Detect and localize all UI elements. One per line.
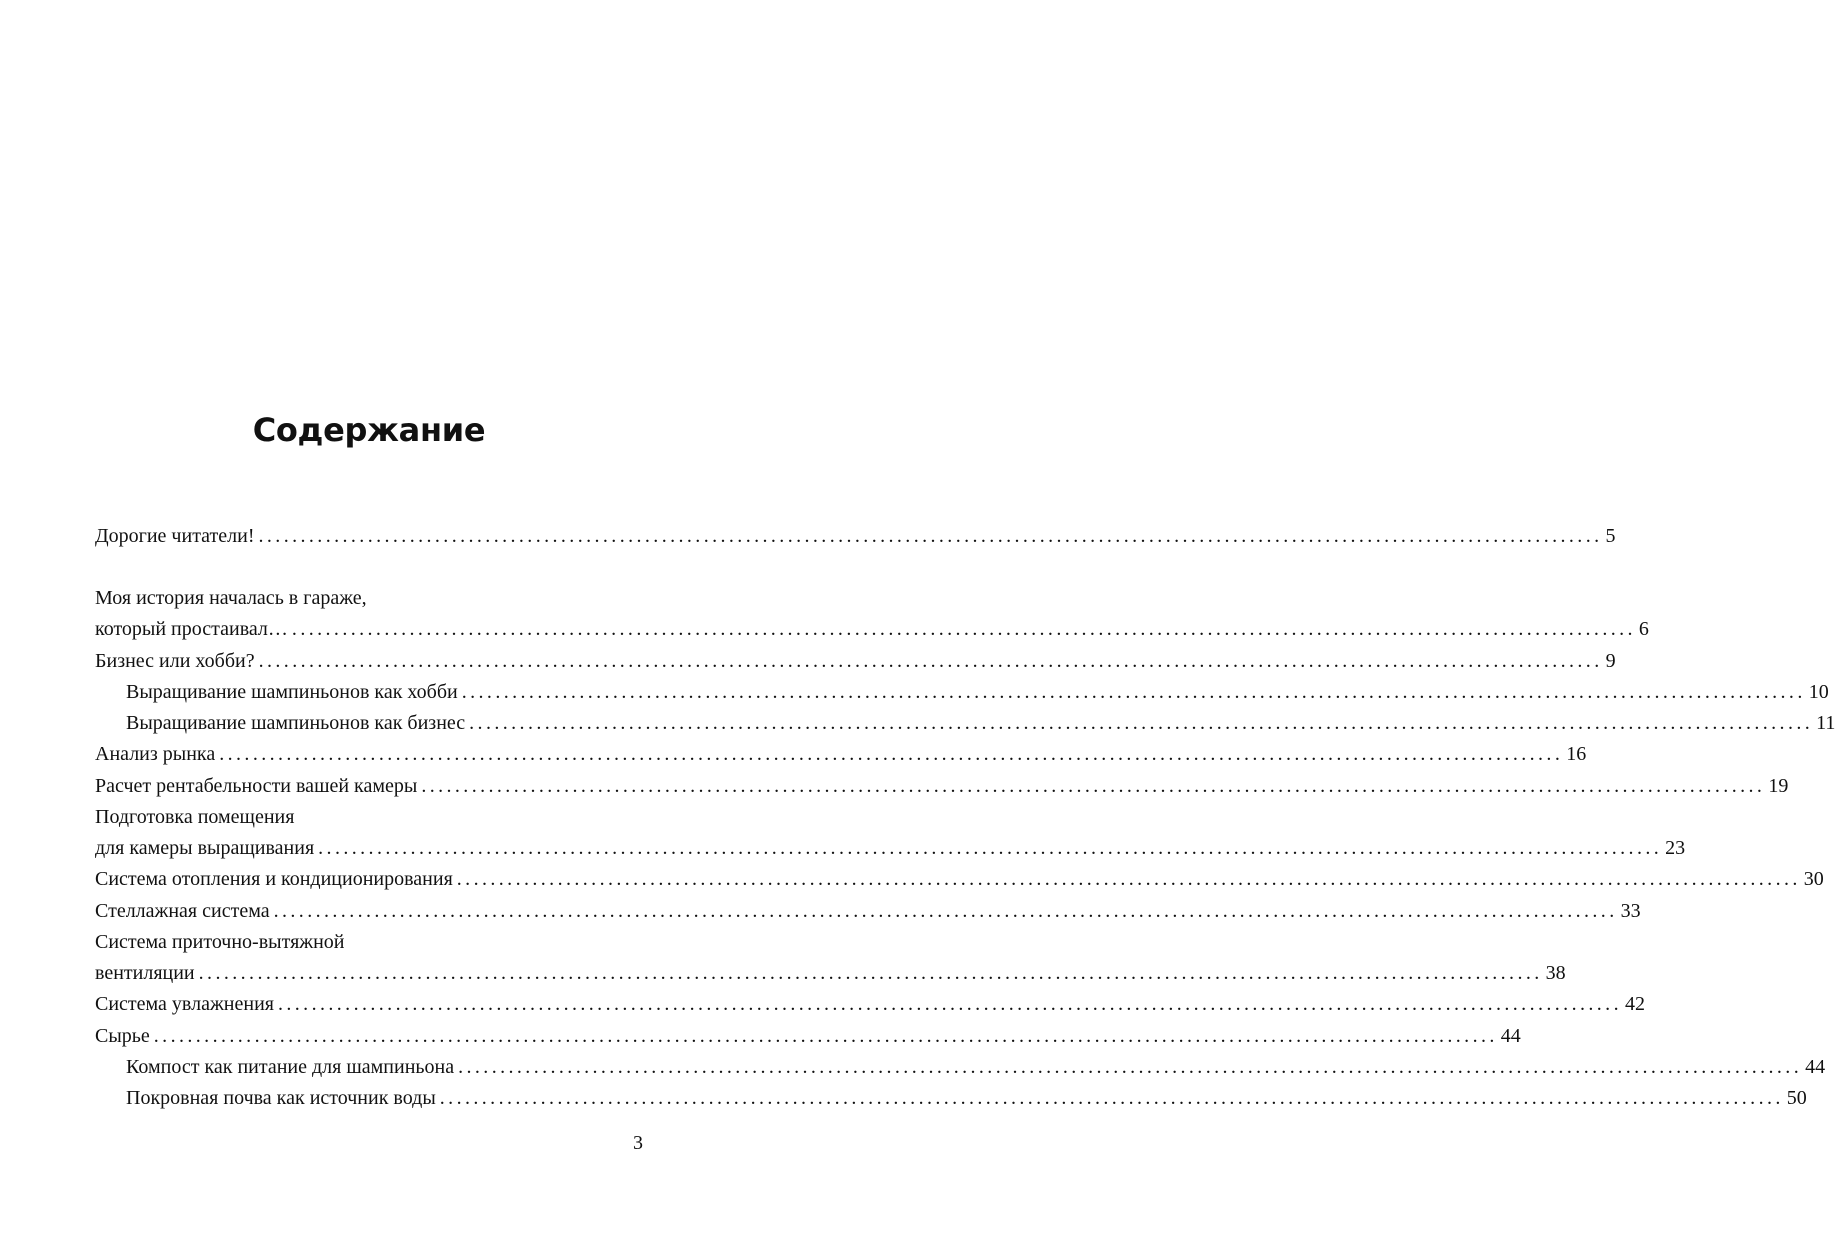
toc-leader-dots: ................................................................................................................................................................	[198, 962, 1543, 984]
toc-entry-page: 30	[1803, 868, 1824, 890]
toc-entry-page: 44	[1500, 1025, 1521, 1047]
toc-leader-dots: ................................................................................................................................................................	[469, 712, 1814, 734]
toc-entry-casing-soil[interactable]	[126, 1083, 1807, 1113]
toc-entry-room-prep-line1[interactable]	[95, 802, 643, 832]
toc-leader-dots: ................................................................................................................................................................	[273, 900, 1618, 922]
toc-entry-title: который простаивал…	[95, 618, 288, 640]
toc-entry-market-analysis[interactable]	[95, 739, 1587, 769]
toc-entry-title: Анализ рынка	[95, 743, 216, 765]
page-number: 3	[633, 1132, 643, 1154]
toc-entry-title: Компост как питание для шампиньона	[126, 1056, 455, 1078]
toc-leader-dots: ................................................................................................................................................................	[291, 618, 1636, 640]
page-title: Содержание	[252, 411, 486, 449]
toc-entry-title: Подготовка помещения	[95, 806, 295, 828]
toc-entry-title: Бизнес или хобби?	[95, 650, 255, 672]
toc-leader-dots: ................................................................................................................................................................	[421, 775, 1766, 797]
toc-entry-title: Стеллажная система	[95, 900, 270, 922]
toc-entry-profitability[interactable]	[95, 771, 1789, 801]
toc-entry-title: Покровная почва как источник воды	[126, 1087, 436, 1109]
toc-leader-dots: ................................................................................................................................................................	[439, 1087, 1784, 1109]
toc-entry-dear-readers[interactable]	[95, 521, 1616, 551]
toc-entry-page: 23	[1665, 837, 1686, 859]
toc-entry-my-story-line1[interactable]	[95, 583, 643, 613]
toc-entry-title: Выращивание шампиньонов как хобби	[126, 681, 458, 703]
toc-leader-dots: ................................................................................................................................................................	[258, 525, 1603, 547]
toc-leader-dots: ................................................................................................................................................................	[277, 993, 1622, 1015]
toc-entry-growing-business[interactable]	[126, 708, 1835, 738]
toc-leader-dots: ................................................................................................................................................................	[258, 650, 1603, 672]
toc-entry-page: 9	[1605, 650, 1616, 672]
toc-entry-room-prep-line2[interactable]	[95, 833, 1686, 863]
toc-entry-page: 10	[1808, 681, 1829, 703]
toc-entry-title: Система увлажнения	[95, 993, 274, 1015]
toc-entry-title: для камеры выращивания	[95, 837, 315, 859]
toc-entry-page: 44	[1805, 1056, 1826, 1078]
toc-entry-title: Сырье	[95, 1025, 150, 1047]
toc-entry-page: 50	[1786, 1087, 1807, 1109]
toc-entry-title: Система приточно-вытяжной	[95, 931, 345, 953]
toc-entry-title: Расчет рентабельности вашей камеры	[95, 775, 418, 797]
toc-entry-page: 11	[1816, 712, 1835, 734]
toc-leader-dots: ................................................................................................................................................................	[219, 743, 1564, 765]
toc-entry-humidification[interactable]	[95, 989, 1645, 1019]
toc-entry-my-story-line2[interactable]	[95, 614, 1649, 644]
toc-entry-compost[interactable]	[126, 1052, 1826, 1082]
toc-entry-page: 38	[1545, 962, 1566, 984]
toc-entry-ventilation-line1[interactable]	[95, 927, 643, 957]
toc-leader-dots: ................................................................................................................................................................	[458, 1056, 1803, 1078]
toc-entry-title: вентиляции	[95, 962, 195, 984]
toc-entry-page: 19	[1768, 775, 1789, 797]
toc-leader-dots: ................................................................................................................................................................	[153, 1025, 1498, 1047]
toc-entry-title: Дорогие читатели!	[95, 525, 255, 547]
toc-leader-dots: ................................................................................................................................................................	[461, 681, 1806, 703]
toc-entry-page: 33	[1620, 900, 1641, 922]
toc-entry-business-or-hobby[interactable]	[95, 646, 1616, 676]
toc-entry-shelving[interactable]	[95, 896, 1641, 926]
toc-entry-page: 6	[1638, 618, 1649, 640]
toc-entry-page: 5	[1605, 525, 1616, 547]
toc-entry-page: 42	[1624, 993, 1645, 1015]
toc-entry-raw-materials[interactable]	[95, 1021, 1521, 1051]
toc-entry-title: Моя история началась в гараже,	[95, 587, 367, 609]
toc-entry-title: Система отопления и кондиционирования	[95, 868, 453, 890]
toc-entry-ventilation-line2[interactable]	[95, 958, 1566, 988]
toc-entry-page: 16	[1566, 743, 1587, 765]
toc-leader-dots: ................................................................................................................................................................	[456, 868, 1801, 890]
toc-entry-title: Выращивание шампиньонов как бизнес	[126, 712, 466, 734]
toc-leader-dots: ................................................................................................................................................................	[318, 837, 1663, 859]
toc-entry-growing-hobby[interactable]	[126, 677, 1829, 707]
toc-entry-heating-cooling[interactable]	[95, 864, 1824, 894]
